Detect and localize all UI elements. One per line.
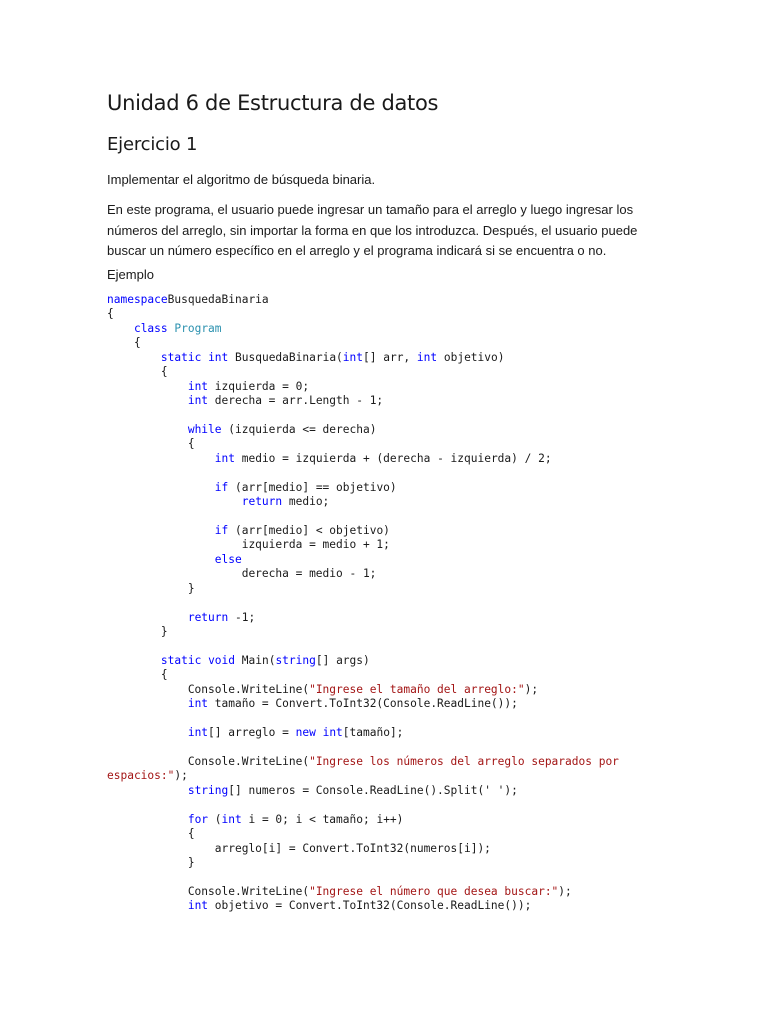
code-text: { [107, 437, 195, 451]
code-text: arreglo[i] = Convert.ToInt32(numeros[i]); [107, 841, 491, 855]
code-text: [] arreglo = [208, 726, 296, 740]
code-line [107, 553, 619, 567]
description-line: En este programa, el usuario puede ingresar un tamaño para el arreglo y luego ingresar los [107, 202, 634, 217]
code-text: Console.WriteLine( [107, 682, 310, 696]
code-text: { [107, 365, 168, 379]
code-text [107, 351, 161, 364]
code-text: Console.WriteLine( [107, 884, 310, 898]
code-line [107, 351, 619, 365]
code-keyword: class [133, 321, 168, 335]
code-line [107, 452, 619, 466]
code-text: (arr[medio] < objetivo) [228, 524, 390, 537]
code-keyword: namespace [107, 293, 168, 306]
code-text [107, 452, 215, 465]
code-text: [] numeros = Console.ReadLine().Split(' '); [228, 783, 518, 797]
code-line [107, 668, 619, 682]
code-line [107, 885, 619, 899]
code-text [107, 423, 188, 436]
code-text: ); [558, 884, 572, 898]
description-line: números del arreglo, sin importar la forma en que los introduzca. Después, el usuario puede [107, 222, 638, 238]
code-keyword: string [275, 653, 316, 667]
code-keyword: int [416, 350, 438, 364]
code-text: ); [524, 682, 539, 696]
code-line [107, 842, 619, 856]
code-text: tamaño = Convert.ToInt32(Console.ReadLine()); [208, 697, 518, 711]
code-string: "Ingrese el tamaño del arreglo:" [309, 682, 525, 696]
code-text [107, 524, 215, 537]
code-keyword: string [187, 783, 229, 797]
code-text: } [107, 856, 195, 870]
code-text: [] args) [315, 653, 370, 667]
code-text: } [107, 625, 168, 639]
code-line [107, 784, 619, 798]
code-text: (izquierda <= derecha) [221, 422, 377, 436]
code-line [107, 322, 619, 336]
code-line [107, 495, 619, 509]
code-line [107, 640, 619, 654]
code-line [107, 596, 619, 610]
code-keyword: static [160, 350, 202, 364]
code-text: ); [174, 769, 188, 783]
code-keyword: else [214, 552, 242, 566]
code-text [107, 394, 188, 407]
code-keyword: int [322, 726, 343, 740]
code-text: BusquedaBinaria [167, 293, 269, 306]
code-text: } [107, 581, 195, 595]
code-text: medio; [282, 495, 330, 509]
code-line [107, 582, 619, 596]
code-text: Main( [235, 653, 276, 667]
code-keyword: int [214, 451, 235, 465]
code-text: objetivo) [437, 350, 505, 364]
program-description [107, 200, 637, 262]
code-line [107, 307, 619, 321]
code-line [107, 611, 619, 625]
code-line [107, 899, 619, 913]
code-keyword: int [342, 350, 364, 364]
code-string: espacios:" [107, 769, 175, 783]
code-line [107, 437, 619, 451]
code-keyword: while [187, 422, 222, 436]
code-text [107, 495, 242, 508]
code-line [107, 466, 619, 480]
code-text [107, 654, 161, 667]
code-keyword: void [208, 653, 236, 667]
code-line [107, 394, 619, 408]
code-line [107, 697, 619, 711]
code-block [107, 293, 619, 914]
code-line [107, 365, 619, 379]
code-text [107, 553, 215, 566]
code-keyword: for [187, 812, 209, 826]
code-text [107, 380, 188, 393]
code-text: [tamaño]; [342, 726, 404, 740]
code-text [107, 481, 215, 494]
code-text [107, 726, 188, 739]
description-line: buscar un número específico en el arreglo y el programa indicará si se encuentra o no. [107, 243, 607, 258]
code-text: i = 0; i < tamaño; i++) [241, 812, 404, 826]
code-text: derecha = arr.Length - 1; [208, 394, 384, 408]
code-keyword: new [295, 726, 316, 740]
code-text: BusquedaBinaria( [228, 350, 343, 364]
code-keyword: if [214, 524, 229, 537]
code-keyword: int [187, 726, 209, 740]
code-keyword: int [221, 812, 242, 826]
code-keyword: return [187, 610, 229, 624]
code-text: objetivo = Convert.ToInt32(Console.ReadLine()); [208, 899, 532, 913]
code-line [107, 567, 619, 581]
code-keyword: int [187, 697, 209, 711]
code-text [107, 899, 188, 912]
code-line [107, 336, 619, 350]
code-line [107, 524, 619, 538]
code-line [107, 293, 619, 307]
exercise-heading: Ejercicio 1 [107, 134, 198, 155]
code-keyword: return [241, 495, 283, 509]
code-string: "Ingrese el número que desea buscar:" [309, 884, 559, 898]
code-keyword: int [187, 394, 209, 408]
code-text: izquierda = medio + 1; [107, 538, 390, 552]
code-line [107, 538, 619, 552]
code-line [107, 871, 619, 885]
code-line [107, 798, 619, 812]
code-line [107, 683, 619, 697]
code-line [107, 654, 619, 668]
code-line [107, 409, 619, 423]
code-line [107, 755, 619, 769]
code-line [107, 481, 619, 495]
code-text: medio = izquierda + (derecha - izquierda) / 2; [235, 451, 552, 465]
code-text [316, 726, 323, 739]
code-keyword: int [187, 379, 209, 393]
code-line [107, 827, 619, 841]
code-text: ( [208, 812, 222, 826]
code-line [107, 712, 619, 726]
code-line [107, 726, 619, 740]
code-text: [] arr, [363, 350, 417, 364]
code-text [107, 813, 188, 826]
page-title: Unidad 6 de Estructura de datos [107, 91, 439, 115]
code-keyword: int [208, 350, 229, 364]
example-label: Ejemplo [107, 267, 154, 282]
code-line [107, 813, 619, 827]
code-text: Console.WriteLine( [107, 755, 310, 768]
code-line [107, 769, 619, 783]
code-text [107, 322, 134, 335]
code-line [107, 625, 619, 639]
code-text [107, 697, 188, 710]
code-text: { [107, 668, 168, 682]
code-keyword: if [214, 480, 229, 494]
exercise-statement: Implementar el algoritmo de búsqueda binaria. [107, 172, 376, 187]
code-text: { [107, 827, 195, 841]
code-text: -1; [228, 610, 256, 624]
code-keyword: int [187, 899, 209, 913]
code-text: izquierda = 0; [208, 379, 310, 393]
code-text: derecha = medio - 1; [107, 567, 377, 581]
code-text: { [107, 336, 141, 350]
code-text [107, 611, 188, 624]
code-keyword: static [160, 653, 202, 667]
code-line [107, 380, 619, 394]
code-string: "Ingrese los números del arreglo separados por [309, 755, 619, 768]
code-type: Program [167, 321, 222, 335]
code-text [107, 784, 188, 797]
code-line [107, 423, 619, 437]
code-text: { [107, 307, 114, 321]
code-line [107, 856, 619, 870]
code-text: (arr[medio] == objetivo) [228, 480, 397, 494]
code-line [107, 510, 619, 524]
code-line [107, 741, 619, 755]
